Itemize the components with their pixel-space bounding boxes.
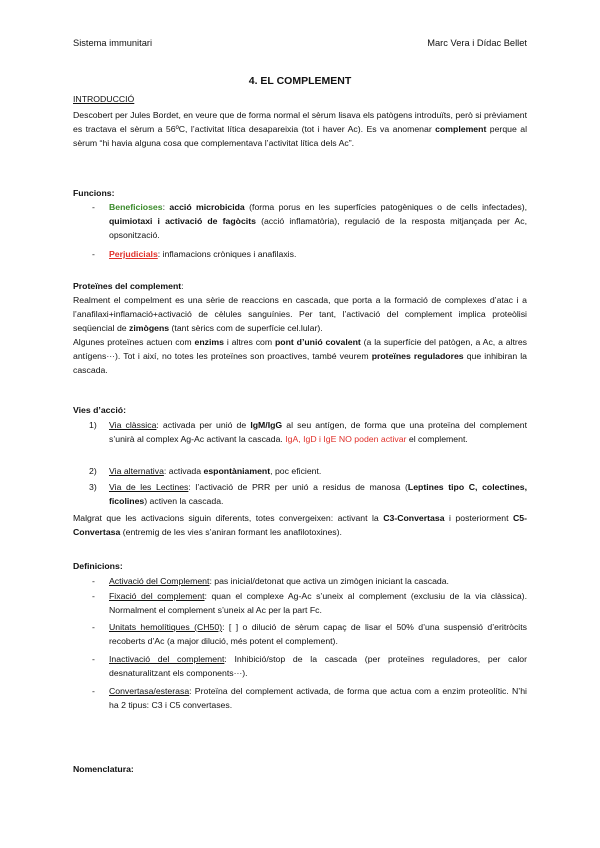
header-course: Sistema immunitari [73, 38, 153, 48]
list-number: 2) [89, 466, 97, 476]
nomenclatura-heading: Nomenclatura: [73, 764, 134, 774]
list-marker: - [92, 686, 95, 696]
intro-paragraph: Descobert per Jules Bordet, en veure que de forma normal el sèrum lisava els patògens introduïts, però si prèviament es tractava el sèrum a 56ºC, l’activitat lítica desapareixia (tot i haver Ac). Es va anomenar complement perque al sèrum “hi havia alguna cosa que complementava l’activitat lítica dels Ac”. [73, 110, 528, 148]
proteines-paragraph-1: Realment el compelment es una sèrie de reaccions en cascada, que porta a la formació de complexes d’atac i a l’anafilaxi+inflamació+activació de cèlules sanguínies. Per tant, l’activació del complement implica proteòlisi seqüencial de zimògens (tant sèrics com de superfície cel.lular). [73, 295, 527, 333]
via-alternativa: Via alternativa: activada espontàniament, poc eficient. [109, 466, 322, 476]
via-classica: Via clàssica: activada per unió de IgM/IgG al seu antígen, de forma que una proteïna del complement s’unirà al complex Ag-Ac activant la cascada. IgA, IgD i IgE NO poden activar el complement. [109, 420, 527, 444]
list-number: 1) [89, 420, 97, 430]
list-marker: - [92, 249, 95, 259]
via-lectines: Via de les Lectines: l’activació de PRR per unió a residus de manosa (Leptines tipo C, colectines, ficolines) activen la cascada. [109, 482, 527, 506]
list-number: 3) [89, 482, 97, 492]
vies-conclusion: Malgrat que les activacions siguin diferents, totes convergeixen: activant la C3-Convertasa i posteriorment C5-Convertasa (entremig de les vies s’aniran formant les anafilotoxines). [73, 513, 527, 537]
funcions-heading: Funcions: [73, 188, 115, 198]
intro-heading: INTRODUCCIÓ [73, 94, 135, 104]
list-marker: - [92, 654, 95, 664]
header-authors: Marc Vera i Dídac Bellet [427, 38, 527, 48]
list-marker: - [92, 576, 95, 586]
funcions-beneficioses: Beneficioses: acció microbicida (forma porus en les superfícies patogèniques o de cells infectades), quimiotaxi i activació de fagòcits (acció inflamatòria), regulació de la resposta mitjançada per Ac, opsonització. [109, 202, 528, 240]
list-marker: - [92, 622, 95, 632]
page-title: 4. EL COMPLEMENT [248, 75, 352, 87]
proteines-heading: Proteïnes del complement: [73, 281, 184, 291]
funcions-perjudicials: Perjudicials: inflamacions cròniques i anafilaxis. [109, 249, 297, 259]
definicions-heading: Definicions: [73, 561, 123, 571]
vies-heading: Vies d’acció: [73, 405, 126, 415]
list-marker: - [92, 591, 95, 601]
def-fixacio: Fixació del complement: quan el complexe Ag-Ac s’uneix al complement (exclusiu de la via clàssica). Normalment el complement s’uneix al Ac per la part Fc. [109, 591, 527, 615]
def-activacio: Activació del Complement: pas inicial/detonat que activa un zimògen iniciant la cascada. [109, 576, 449, 586]
def-convertasa: Convertasa/esterasa: Proteïna del complement activada, de forma que actua com a enzim proteolític. N’hi ha 2 tipus: C3 i C5 convertases. [109, 686, 527, 710]
list-marker: - [92, 202, 95, 212]
def-inactivacio: Inactivació del complement: Inhibició/stop de la cascada (per proteïnes reguladores, per calor desnaturalitzant els components···). [109, 654, 527, 678]
def-ch50: Unitats hemolítiques (CH50): [ ] o dilució de sèrum capaç de lisar el 50% d’una suspensió d’eritròcits recoberts d’Ac (a major dilució, més potent el complement). [109, 622, 527, 646]
proteines-paragraph-2: Algunes proteïnes actuen com enzims i altres com pont d’unió covalent (a la superfície del patògen, a Ac, a altres antígens···). Tot i així, no totes les proteïnes son proactives, també veurem proteïnes reguladores que inhibiran la cascada. [73, 337, 528, 375]
